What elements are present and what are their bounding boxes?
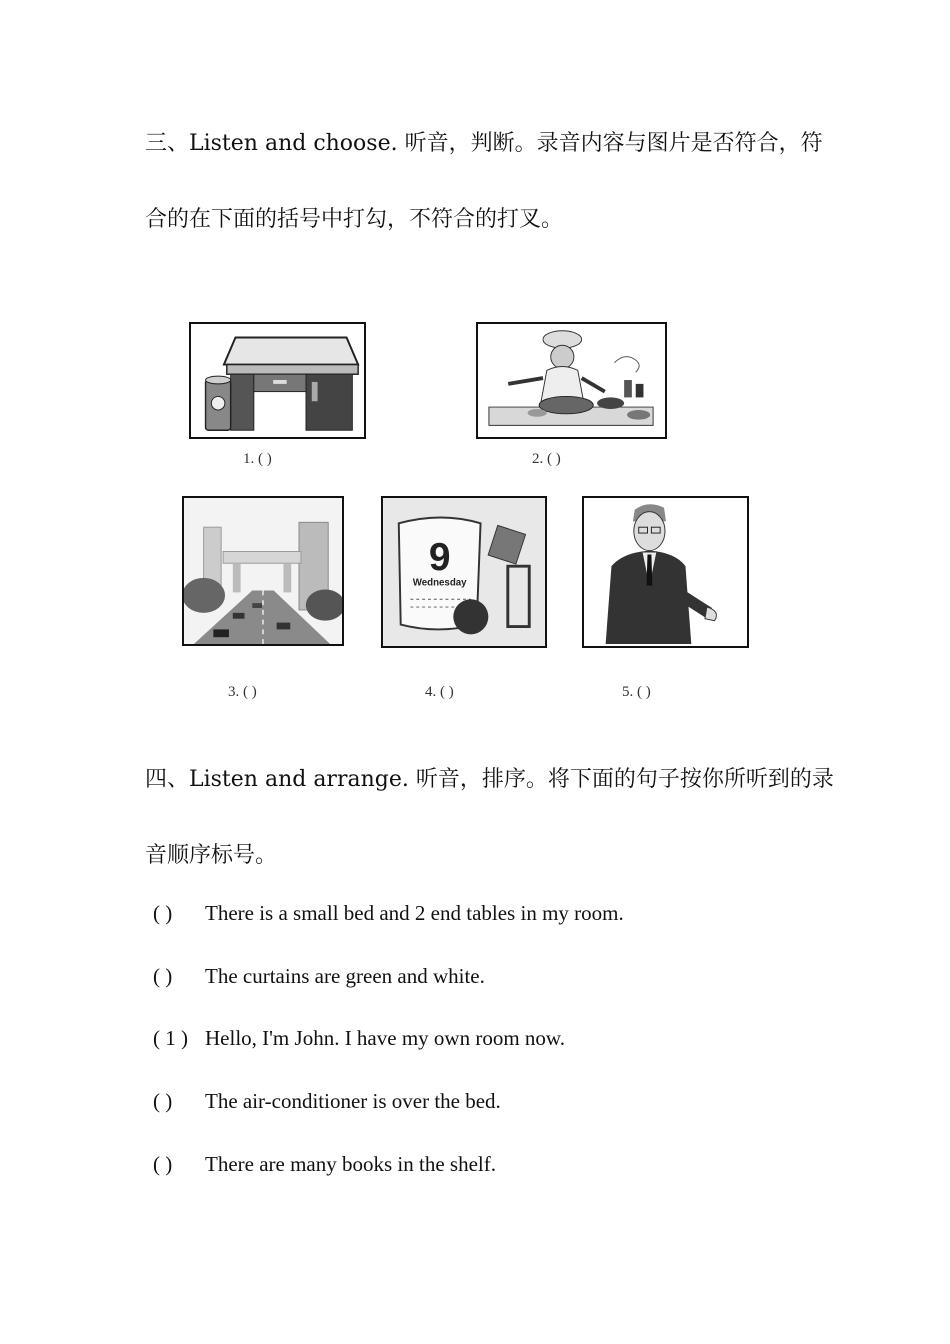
answer-bracket[interactable]: ( ) (153, 964, 173, 988)
sentence-text: The air-conditioner is over the bed. (205, 1089, 501, 1113)
sentence-text: There is a small bed and 2 end tables in my room. (205, 901, 624, 925)
answer-bracket[interactable]: ( ) (153, 1089, 173, 1113)
picture-calendar (381, 496, 547, 648)
picture-desk (189, 322, 366, 439)
section3-title-line2: 合的在下面的括号中打勾，不符合的打叉。 (145, 207, 564, 232)
list-item (153, 964, 485, 989)
caption-1: 1. ( ) (243, 451, 272, 467)
sentence-text: There are many books in the shelf. (205, 1152, 496, 1176)
man-illustration (584, 498, 747, 646)
picture-cook (476, 322, 667, 439)
caption-5: 5. ( ) (622, 684, 651, 700)
calendar-illustration (383, 498, 545, 646)
answer-bracket[interactable]: ( 1 ) (153, 1026, 188, 1050)
caption-4: 4. ( ) (425, 684, 454, 700)
calendar-day: Wednesday (412, 577, 467, 589)
section4-title-line2: 音顺序标号。 (145, 843, 278, 868)
picture-man (582, 496, 749, 648)
list-item (153, 901, 624, 926)
calendar-number: 9 (428, 536, 451, 580)
sentence-text: Hello, I'm John. I have my own room now. (205, 1026, 565, 1050)
list-item (153, 1152, 496, 1177)
sentence-text: The curtains are green and white. (205, 964, 485, 988)
city-road-illustration (184, 498, 342, 644)
caption-2: 2. ( ) (532, 451, 561, 467)
desk-illustration (191, 324, 364, 437)
picture-city-road (182, 496, 344, 646)
answer-bracket[interactable]: ( ) (153, 1152, 173, 1176)
section3-title-line1: 三、Listen and choose. 听音，判断。录音内容与图片是否符合，符 (145, 131, 823, 156)
answer-bracket[interactable]: ( ) (153, 901, 173, 925)
list-item (153, 1026, 565, 1051)
section4-title-line1: 四、Listen and arrange. 听音，排序。将下面的句子按你所听到的录 (145, 767, 834, 792)
cook-illustration (478, 324, 665, 437)
caption-3: 3. ( ) (228, 684, 257, 700)
list-item (153, 1089, 501, 1114)
